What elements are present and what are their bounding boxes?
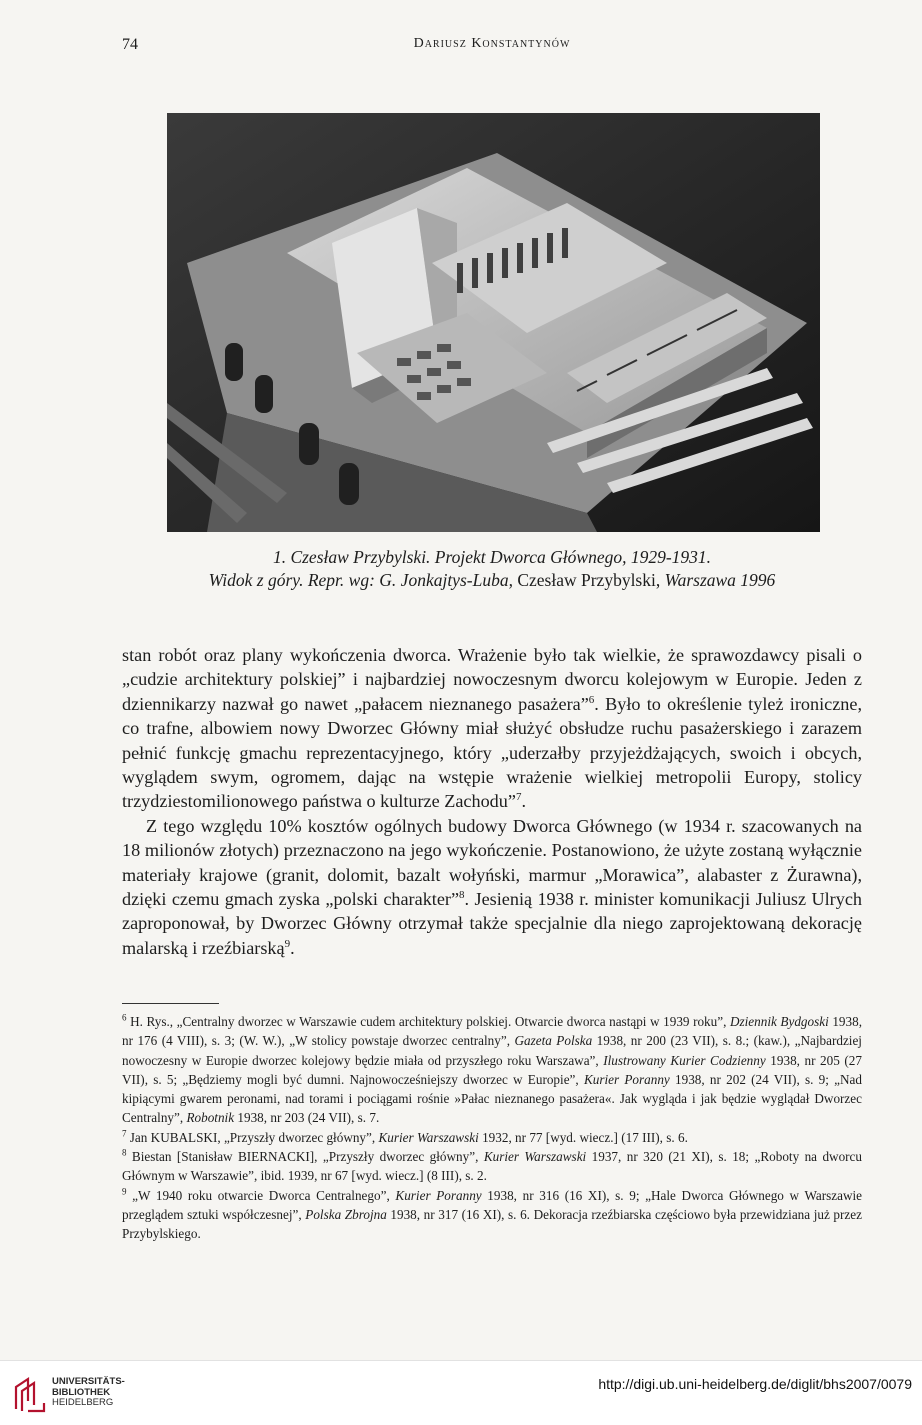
footnote-title: Kurier Poranny — [395, 1187, 482, 1203]
library-name — [52, 1377, 125, 1409]
footnote-number: 8 — [122, 1147, 127, 1158]
footnote-text: 1938, nr 205 (27 VII), s. 5; „Będziemy mogli być dumni. Najnowocześniejszy dworzec w Europie”, — [122, 1052, 862, 1087]
library-name-line: BIBLIOTHEK — [52, 1386, 111, 1398]
footnote-6 — [122, 1012, 862, 1128]
footnote-text: H. Rys., „Centralny dworzec w Warszawie cudem architektury polskiej. Otwarcie dworca nastąpi w 1939 roku”, — [126, 1014, 730, 1029]
paragraph-text: . Jesienią 1938 r. minister komunikacji Juliusz Ulrych zaproponował, by Dworzec Główny otrzymał także specjalnie dla niego zaprojektowaną dekorację malarską i rzeźbiarską — [122, 889, 862, 958]
footnote-text: 1938, nr 203 (24 VII), s. 7. — [234, 1110, 380, 1126]
footnote-title: Kurier Warszawski — [483, 1149, 587, 1165]
figure-caption — [122, 546, 862, 592]
library-footer — [0, 1360, 922, 1425]
caption-publication: Warszawa 1996 — [664, 570, 776, 590]
footnote-title: Kurier Poranny — [583, 1071, 670, 1087]
library-name-line: HEIDELBERG — [52, 1397, 114, 1408]
caption-line-2 — [122, 569, 862, 592]
footnotes — [122, 1012, 862, 1244]
footnote-8 — [122, 1147, 862, 1186]
body-text — [122, 643, 862, 960]
footnote-title: Robotnik — [186, 1110, 235, 1126]
footnote-ref-9[interactable]: 9 — [284, 937, 291, 950]
permalink-url[interactable]: http://digi.ub.uni-heidelberg.de/diglit/bhs2007/0079 — [598, 1376, 912, 1392]
footnote-7 — [122, 1128, 862, 1147]
footnote-text: 1938, nr 200 (23 VII), s. 8.; (kaw.), „Najbardziej nowoczesny w Europie dworzec kolejowy będzie miała od przyszłego roku Warszawa”, — [122, 1033, 862, 1068]
footnote-text: 1932, nr 77 [wyd. wiecz.] (17 III), s. 6. — [478, 1129, 688, 1145]
footnote-number: 7 — [122, 1128, 127, 1139]
paragraph-text: Z tego względu 10% kosztów ogólnych budowy Dworca Głównego (w 1934 r. szacowanych na 18 milionów złotych) przeznaczono na jego wykończenie. Postanowiono, że użyte zostaną wyłącznie materiały krajowe (granit, dolomit, bazalt wołyński, marmur „Morawica”, alabaster z Żurawna), dzięki czemu gmach zyska „polski charakter” — [122, 815, 862, 910]
footnote-title: Polska Zbrojna — [305, 1206, 387, 1222]
footnote-text: Jan KUBALSKI, „Przyszły dworzec główny”, — [126, 1129, 379, 1145]
caption-line-1: 1. Czesław Przybylski. Projekt Dworca Głównego, 1929-1931. — [272, 547, 712, 567]
footnote-ref-6[interactable]: 6 — [588, 693, 595, 706]
footnote-text: Biestan [Stanisław BIERNACKI], „Przyszły dworzec główny”, — [126, 1149, 484, 1165]
footnote-ref-8[interactable]: 8 — [459, 889, 465, 901]
architectural-model-photo — [167, 113, 820, 532]
footnote-text: 1938, nr 176 (4 VIII), s. 3; (W. W.), „W stolicy powstaje dworzec centralny”, — [122, 1014, 863, 1049]
page-header — [122, 36, 862, 58]
library-logo-icon[interactable] — [10, 1373, 50, 1413]
body-paragraph-2 — [122, 814, 862, 960]
running-head: Dariusz Konstantynów — [413, 36, 571, 51]
footnote-title: Gazeta Polska — [514, 1033, 593, 1049]
library-name-line: UNIVERSITÄTS- — [52, 1376, 125, 1387]
paragraph-text: . — [521, 791, 526, 812]
footnote-text: 1938, nr 316 (16 XI), s. 9; „Hale Dworca Głównego w Warszawie przeglądem sztuki współczesnej”, — [122, 1187, 862, 1222]
paragraph-text: stan robót oraz plany wykończenia dworca. Wrażenie było tak wielkie, że sprawozdawcy pisali o „cudzie architektury polskiej” i najbardziej nowoczesnym dworcu kolejowym w Europie. Jeden z dziennikarzy nazwał go nawet „pałacem nieznanego pasażera” — [122, 645, 862, 714]
footnote-text: 1938, nr 202 (24 VII), s. 9; „Nad kipiącymi gwarem peronami, nad torami i pociągami rośnie »Pałac nieznanego pasażera«. Jak wygląda i jak będzie wyglądał Dworzec Centralny”, — [122, 1071, 862, 1126]
footnote-number: 6 — [122, 1012, 127, 1023]
footnote-9 — [122, 1186, 862, 1244]
footnote-number: 9 — [122, 1186, 127, 1197]
footnote-title: Ilustrowany Kurier Codzienny — [603, 1052, 766, 1068]
caption-book-author: Czesław Przybylski, — [512, 570, 665, 590]
footnote-ref-7[interactable]: 7 — [515, 791, 522, 804]
footnote-text: 1938, nr 317 (16 XI), s. 6. Dekoracja rzeźbiarska częściowo była przewidziana już przez Przybylskiego. — [122, 1206, 862, 1242]
caption-source: Widok z góry. Repr. wg: G. Jonkajtys-Luba, — [208, 570, 513, 590]
page-number: 74 — [122, 36, 138, 53]
paragraph-text: . — [290, 937, 295, 958]
body-paragraph-1 — [122, 643, 862, 814]
footnote-text: „W 1940 roku otwarcie Dworca Centralnego”, — [126, 1187, 396, 1203]
footnote-title: Dziennik Bydgoski — [729, 1014, 829, 1029]
footnote-text: 1937, nr 320 (21 XI), s. 18; „Roboty na dworcu Głównym w Warszawie”, ibid. 1939, nr 67 [wyd. wiecz.] (8 III), s. 2. — [122, 1149, 863, 1184]
paragraph-text: . Było to określenie tyleż ironiczne, co trafne, albowiem nowy Dworzec Główny miał służyć obsłudze ruchu pasażerskiego i zarazem pełnić funkcję gmachu reprezentacyjnego, który „uderzałby przyjeżdżających, swoich i obcych, wyglądem swym, ogromem, dając na wstępie wrażenie wielkiej metropolii Europy, stolicy trzydziestomilionowego państwa o kulturze Zachodu” — [122, 693, 863, 812]
footnote-title: Kurier Warszawski — [378, 1129, 479, 1145]
footnote-divider — [122, 1003, 219, 1004]
